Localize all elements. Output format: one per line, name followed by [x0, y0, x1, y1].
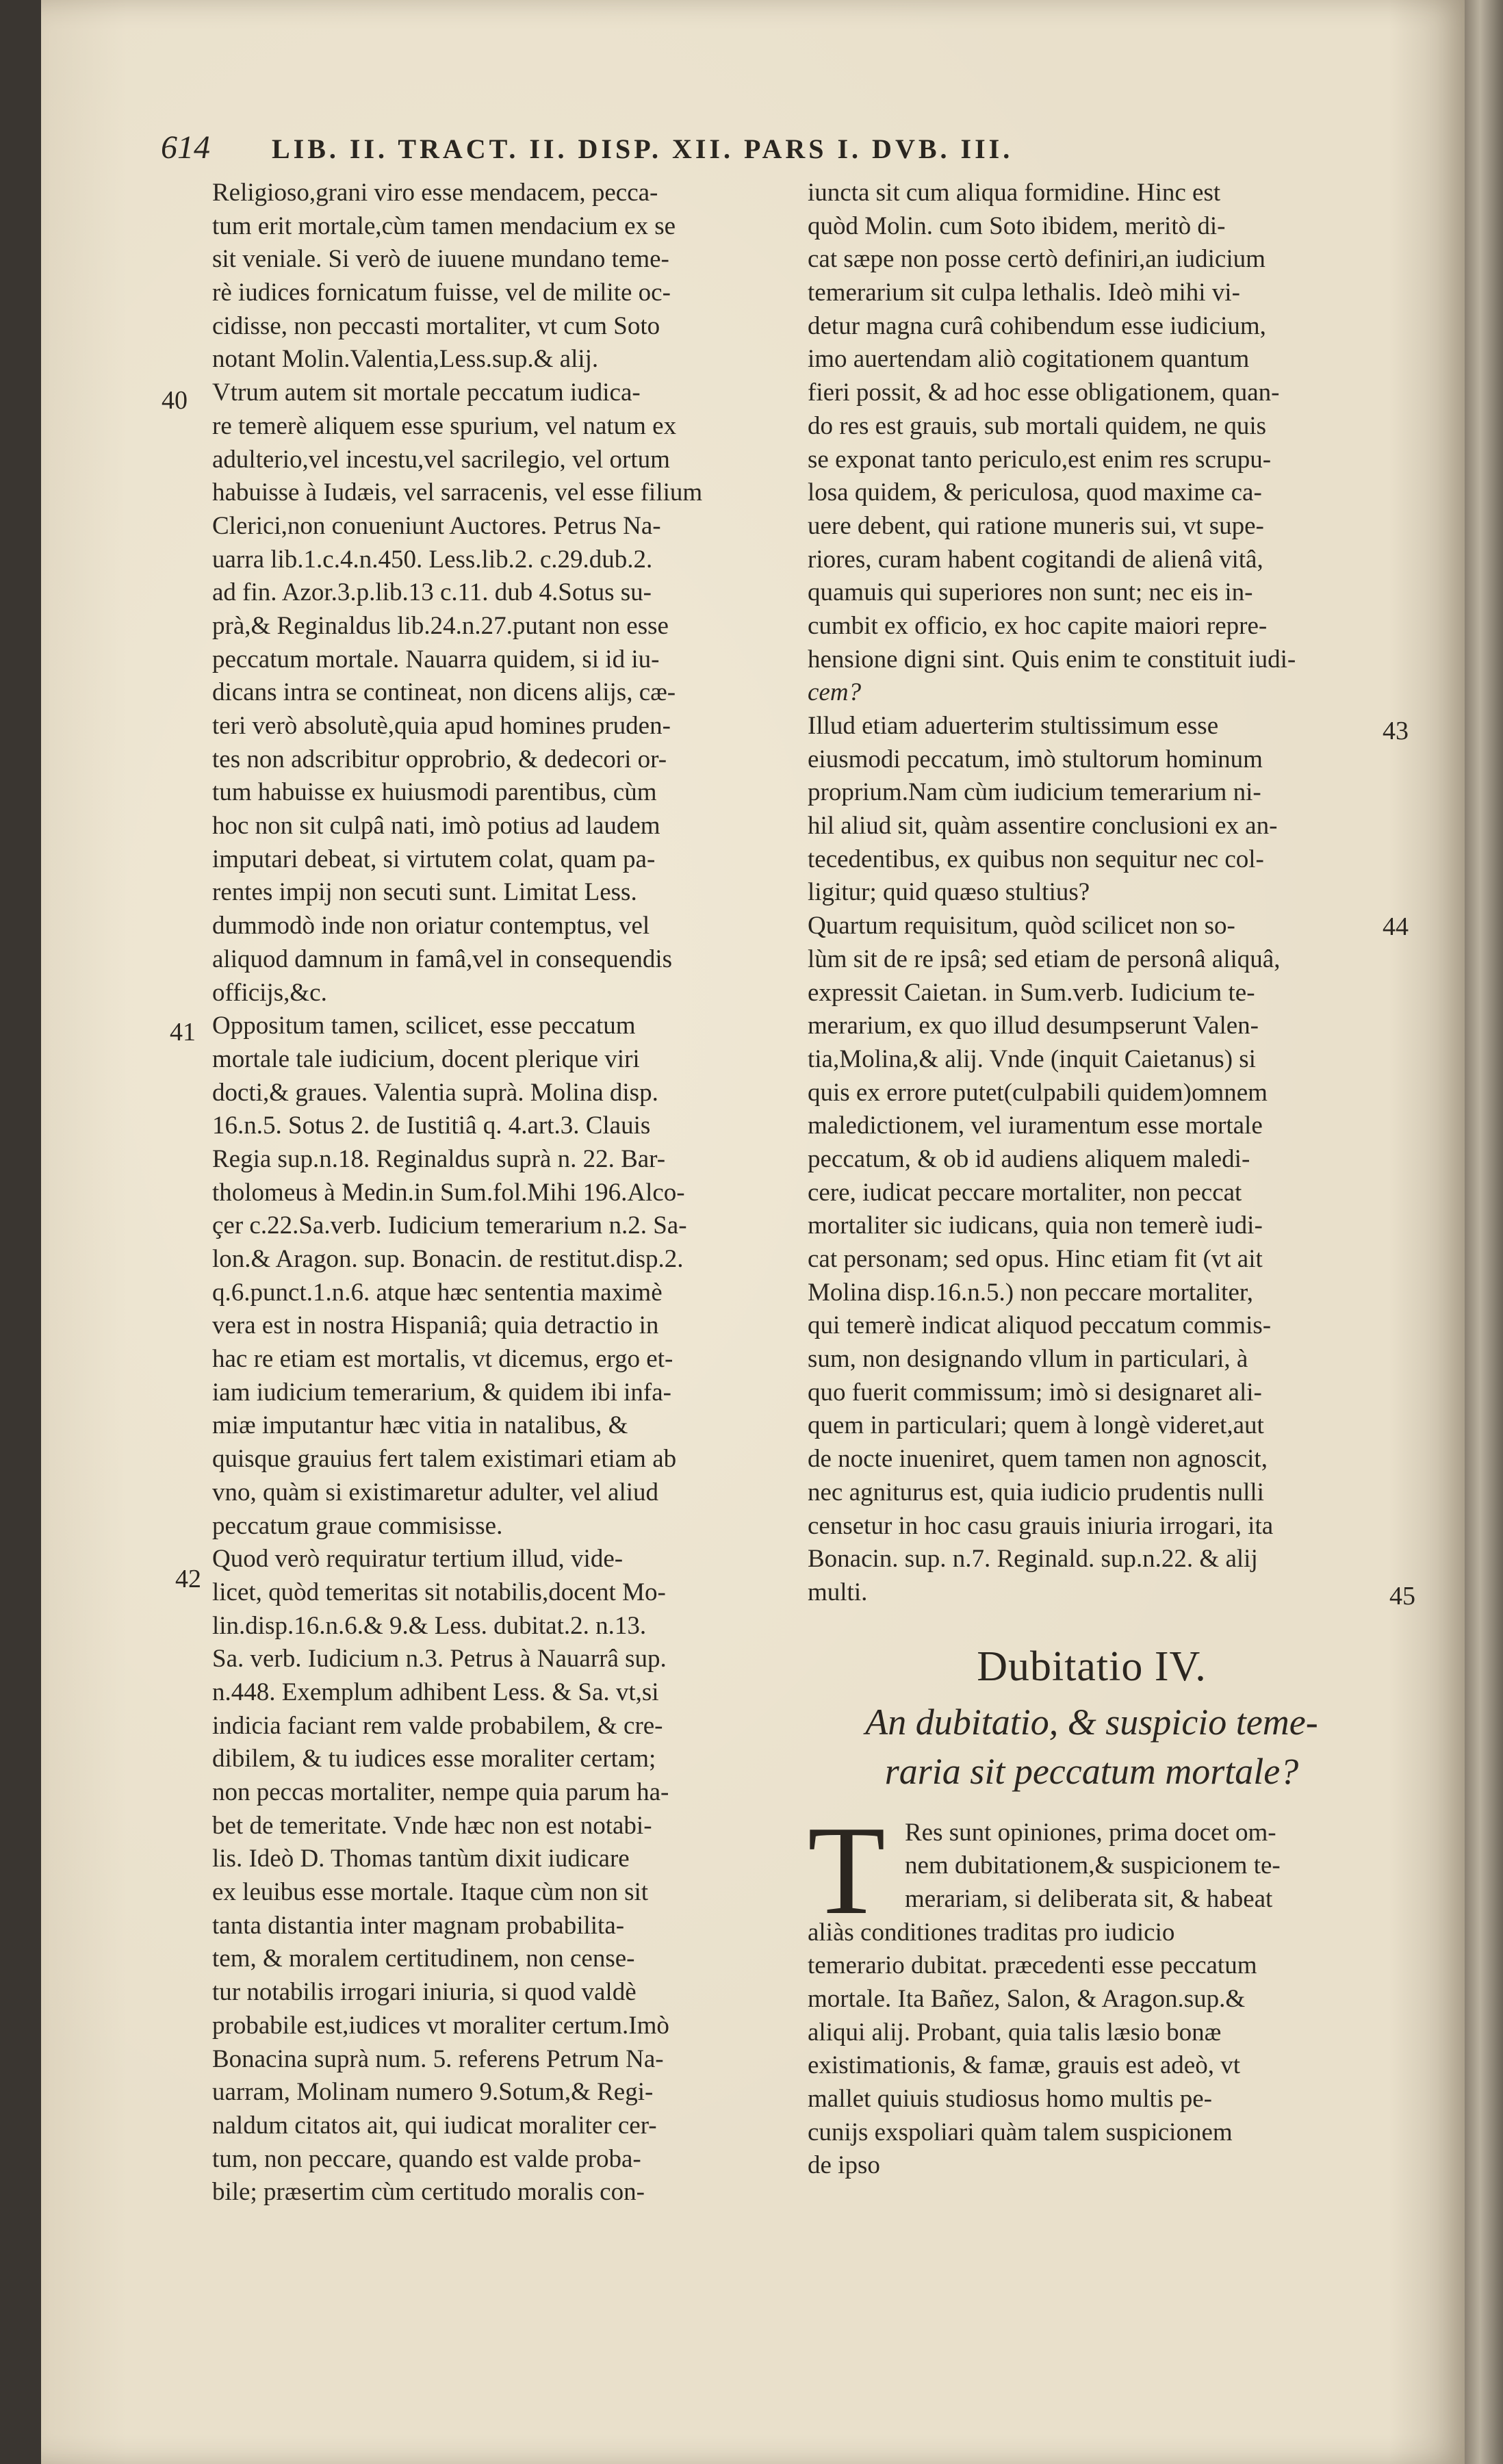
text-line: censetur in hoc casu grauis iniuria irrogari, ita: [808, 1511, 1274, 1540]
text-line: hoc non sit culpâ nati, imò potius ad laudem: [212, 812, 660, 840]
text-line: temerarium sit culpa lethalis. Ideò mihi vi-: [808, 279, 1240, 307]
text-line: peccatum mortale. Nauarra quidem, si id iu-: [212, 645, 660, 673]
text-line: Clerici,non conueniunt Auctores. Petrus Na-: [212, 511, 661, 540]
text-line: Molina disp.16.n.5.) non peccare mortaliter,: [808, 1278, 1253, 1307]
dubitatio-question-line-1: An dubitatio, & suspicio teme-: [865, 1701, 1318, 1743]
margin-number-45: 45: [1389, 1582, 1415, 1610]
text-line: quem in particulari; quem à longè videret,aut: [808, 1411, 1264, 1440]
text-line: losa quidem, & periculosa, quod maxime ca-: [808, 478, 1262, 507]
text-line: tum erit mortale,cùm tamen mendacium ex se: [212, 211, 676, 240]
text-line: mortale. Ita Bañez, Salon, & Aragon.sup.&: [808, 1985, 1246, 2013]
text-line: rentes impij non secuti sunt. Limitat Less.: [212, 878, 637, 907]
text-line: officijs,&c.: [212, 978, 327, 1007]
page-header: [161, 129, 1297, 171]
text-line: multi.: [808, 1578, 868, 1606]
text-line: bile; præsertim cùm certitudo moralis con-: [212, 2178, 645, 2207]
text-line: do res est grauis, sub mortali quidem, ne quis: [808, 411, 1267, 440]
text-line: adulterio,vel incestu,vel sacrilegio, vel ortum: [212, 445, 670, 474]
margin-number-43: 43: [1383, 717, 1409, 745]
text-line: hil aliud sit, quàm assentire conclusioni ex an-: [808, 812, 1278, 840]
running-head: LIB. II. TRACT. II. DISP. XII. PARS I. DVB. III.: [272, 133, 1014, 164]
text-line: Vtrum autem sit mortale peccatum iudica-: [212, 378, 641, 407]
text-line: Bonacin. sup. n.7. Reginald. sup.n.22. & alij: [808, 1545, 1258, 1574]
text-line: dummodò inde non oriatur contemptus, vel: [212, 912, 650, 940]
text-line: quisque grauius fert talem existimari etiam ab: [212, 1445, 677, 1474]
text-line: docti,& graues. Valentia suprà. Molina disp.: [212, 1078, 658, 1107]
text-line: existimationis, & famæ, grauis est adeò, vt: [808, 2051, 1240, 2080]
text-line: nec agniturus est, quia iudicio prudentis nulli: [808, 1478, 1264, 1506]
opening-paragraph-text: [808, 1817, 1376, 2183]
text-line: eiusmodi peccatum, imò stultorum hominum: [808, 745, 1263, 773]
text-line: uarram, Molinam numero 9.Sotum,& Regi-: [212, 2078, 654, 2107]
text-line: non peccas mortaliter, nempe quia parum ha-: [212, 1778, 669, 1806]
margin-number-41: 41: [170, 1018, 196, 1047]
text-line: cat sæpe non posse certò definiri,an iudicium: [808, 245, 1266, 274]
text-line: Sa. verb. Iudicium n.3. Petrus à Nauarrâ sup.: [212, 1645, 667, 1673]
text-line: Quod verò requiratur tertium illud, vide-: [212, 1545, 624, 1574]
text-line: cidisse, non peccasti mortaliter, vt cum Soto: [212, 311, 660, 340]
text-line: cumbit ex officio, ex hoc capite maiori repre-: [808, 611, 1268, 640]
opening-paragraph: [808, 1799, 1376, 2183]
text-line: dibilem, & tu iudices esse moraliter certam;: [212, 1745, 656, 1773]
text-line: Oppositum tamen, scilicet, esse peccatum: [212, 1012, 636, 1040]
text-line: q.6.punct.1.n.6. atque hæc sententia maximè: [212, 1278, 663, 1307]
text-line: riores, curam habent cogitandi de alienâ vitâ,: [808, 545, 1263, 574]
text-line: hensione digni sint. Quis enim te constituit iudi-: [808, 645, 1296, 673]
text-line: tecedentibus, ex quibus non sequitur nec col-: [808, 845, 1264, 873]
text-line: uarra lib.1.c.4.n.450. Less.lib.2. c.29.dub.2.: [212, 545, 653, 574]
text-line: merarium, ex quo illud desumpserunt Valen-: [808, 1012, 1259, 1040]
text-line: qui temerè indicat aliquod peccatum commis-: [808, 1311, 1272, 1340]
text-line: quo fuerit commissum; imò si designaret ali-: [808, 1378, 1262, 1407]
text-line: indicia faciant rem valde probabilem, & cre-: [212, 1711, 663, 1740]
text-line: ad fin. Azor.3.p.lib.13 c.11. dub 4.Sotus su-: [212, 578, 652, 607]
text-line: 16.n.5. Sotus 2. de Iustitiâ q. 4.art.3. Clauis: [212, 1112, 651, 1140]
text-line: aliqui alij. Probant, quia talis læsio bonæ: [808, 2018, 1222, 2046]
text-line: ex leuibus esse mortale. Itaque cùm non sit: [212, 1878, 649, 1907]
text-line: tes non adscribitur opprobrio, & dedecori or-: [212, 745, 667, 773]
text-line: rè iudices fornicatum fuisse, vel de milite oc-: [212, 279, 671, 307]
text-line: proprium.Nam cùm iudicium temerarium ni-: [808, 778, 1261, 807]
text-line: cat personam; sed opus. Hinc etiam fit (vt ait: [808, 1245, 1263, 1273]
text-line: de ipso: [808, 2151, 880, 2180]
text-line: aliàs conditiones traditas pro iudicio: [808, 1918, 1175, 1947]
text-line: tem, & moralem certitudinem, non cense-: [212, 1945, 635, 1973]
text-line: mortale tale iudicium, docent plerique viri: [212, 1044, 640, 1073]
text-line: iam iudicium temerarium, & quidem ibi infa-: [212, 1378, 671, 1407]
text-line: Illud etiam aduerterim stultissimum esse: [808, 712, 1219, 740]
text-line: nem dubitationem,& suspicionem te-: [905, 1851, 1281, 1880]
text-line: Quartum requisitum, quòd scilicet non so-: [808, 912, 1235, 940]
text-line: tholomeus à Medin.in Sum.fol.Mihi 196.Alco-: [212, 1178, 685, 1207]
text-line: quis ex errore putet(culpabili quidem)omnem: [808, 1078, 1268, 1107]
text-line: mallet quiuis studiosus homo multis pe-: [808, 2085, 1212, 2114]
text-line: sum, non designando vllum in particulari, à: [808, 1345, 1248, 1374]
text-line: çer c.22.Sa.verb. Iudicium temerarium n.2. Sa-: [212, 1211, 687, 1240]
text-line: bet de temeritate. Vnde hæc non est notabi-: [212, 1811, 652, 1840]
text-line: hac re etiam est mortalis, vt dicemus, ergo et-: [212, 1345, 673, 1374]
text-line: prà,& Reginaldus lib.24.n.27.putant non esse: [212, 611, 669, 640]
page-number: 614: [161, 129, 210, 166]
text-line: imputari debeat, si virtutem colat, quam pa-: [212, 845, 656, 873]
text-line: ligitur; quid quæso stultius?: [808, 878, 1090, 907]
dubitatio-question-line-2: raria sit peccatum mortale?: [884, 1750, 1299, 1792]
margin-number-40: 40: [162, 386, 188, 415]
text-line: lùm sit de re ipsâ; sed etiam de personâ aliquâ,: [808, 945, 1281, 973]
text-line: temerario dubitat. præcedenti esse peccatum: [808, 1951, 1257, 1980]
text-line: lis. Ideò D. Thomas tantùm dixit iudicare: [212, 1845, 630, 1873]
margin-number-42: 42: [175, 1565, 201, 1593]
text-line: merariam, si deliberata sit, & habeat: [905, 1884, 1273, 1913]
text-line: quòd Molin. cum Soto ibidem, meritò di-: [808, 211, 1226, 240]
text-line: notant Molin.Valentia,Less.sup.& alij.: [212, 345, 599, 374]
text-line: tum, non peccare, quando est valde proba-: [212, 2144, 641, 2173]
text-line: de nocte inueniret, quem tamen non agnoscit,: [808, 1445, 1268, 1474]
text-line: teri verò absolutè,quia apud homines pruden-: [212, 712, 671, 740]
text-line: probabile est,iudices vt moraliter certum.Imò: [212, 2011, 669, 2040]
text-line: se exponat tanto periculo,est enim res scrupu-: [808, 445, 1272, 474]
text-line: iuncta sit cum aliqua formidine. Hinc est: [808, 179, 1221, 207]
text-line: tanta distantia inter magnam probabilita-: [212, 1911, 625, 1940]
text-line: Religioso,grani viro esse mendacem, pecca-: [212, 179, 658, 207]
text-line: lon.& Aragon. sup. Bonacin. de restitut.disp.2.: [212, 1245, 684, 1273]
text-line: Regia sup.n.18. Reginaldus suprà n. 22. Bar-: [212, 1144, 666, 1173]
text-line: vno, quàm si existimaretur adulter, vel aliud: [212, 1478, 659, 1506]
text-line: n.448. Exemplum adhibent Less. & Sa. vt,si: [212, 1678, 659, 1706]
text-line: dicans intra se contineat, non dicens alijs, cæ-: [212, 678, 676, 707]
margin-number-44: 44: [1383, 912, 1409, 941]
text-line: tur notabilis irrogari iniuria, si quod valdè: [212, 1978, 637, 2007]
text-line: lin.disp.16.n.6.& 9.& Less. dubitat.2. n.13.: [212, 1611, 647, 1640]
right-column: [808, 177, 1376, 2183]
text-line: cere, iudicat peccare mortaliter, non peccat: [808, 1178, 1242, 1207]
text-line: sit veniale. Si verò de iuuene mundano teme-: [212, 245, 669, 274]
text-line: vera est in nostra Hispaniâ; quia detractio in: [212, 1311, 659, 1340]
drop-cap: T: [808, 1799, 886, 1941]
text-line: mortaliter sic iudicans, quia non temerè iudi-: [808, 1211, 1263, 1240]
right-column-text: [808, 177, 1376, 1610]
text-line: licet, quòd temeritas sit notabilis,docent Mo-: [212, 1578, 666, 1606]
text-line: habuisse à Iudæis, vel sarracenis, vel esse filium: [212, 478, 703, 507]
text-line: fieri possit, & ad hoc esse obligationem, quan-: [808, 378, 1280, 407]
text-line: aliquod damnum in famâ,vel in consequendis: [212, 945, 673, 973]
book-edge: [1465, 0, 1503, 2464]
text-line: cem?: [808, 678, 862, 707]
text-line: peccatum graue commisisse.: [212, 1511, 503, 1540]
text-line: Bonacina suprà num. 5. referens Petrum Na-: [212, 2044, 664, 2073]
text-line: imo auertendam aliò cogitationem quantum: [808, 345, 1250, 374]
text-line: quamuis qui superiores non sunt; nec eis in-: [808, 578, 1253, 607]
text-line: detur magna curâ cohibendum esse iudicium,: [808, 311, 1266, 340]
text-line: uere debent, qui ratione muneris sui, vt supe-: [808, 511, 1264, 540]
left-column: [212, 177, 780, 2209]
text-line: peccatum, & ob id audiens aliquem maledi-: [808, 1144, 1250, 1173]
text-line: miæ imputantur hæc vitia in natalibus, &: [212, 1411, 628, 1440]
text-line: maledictionem, vel iuramentum esse mortale: [808, 1112, 1263, 1140]
text-line: tum habuisse ex huiusmodi parentibus, cùm: [212, 778, 657, 807]
text-line: tia,Molina,& alij. Vnde (inquit Caietanus) si: [808, 1044, 1256, 1073]
text-line: naldum citatos ait, qui iudicat moraliter cer-: [212, 2111, 657, 2140]
dubitatio-heading: Dubitatio IV.: [977, 1643, 1207, 1690]
text-line: expressit Caietan. in Sum.verb. Iudicium te-: [808, 978, 1255, 1007]
text-line: Res sunt opiniones, prima docet om-: [905, 1818, 1276, 1847]
text-line: cunijs exspoliari quàm talem suspicionem: [808, 2118, 1233, 2146]
text-line: re temerè aliquem esse spurium, vel natum ex: [212, 411, 677, 440]
